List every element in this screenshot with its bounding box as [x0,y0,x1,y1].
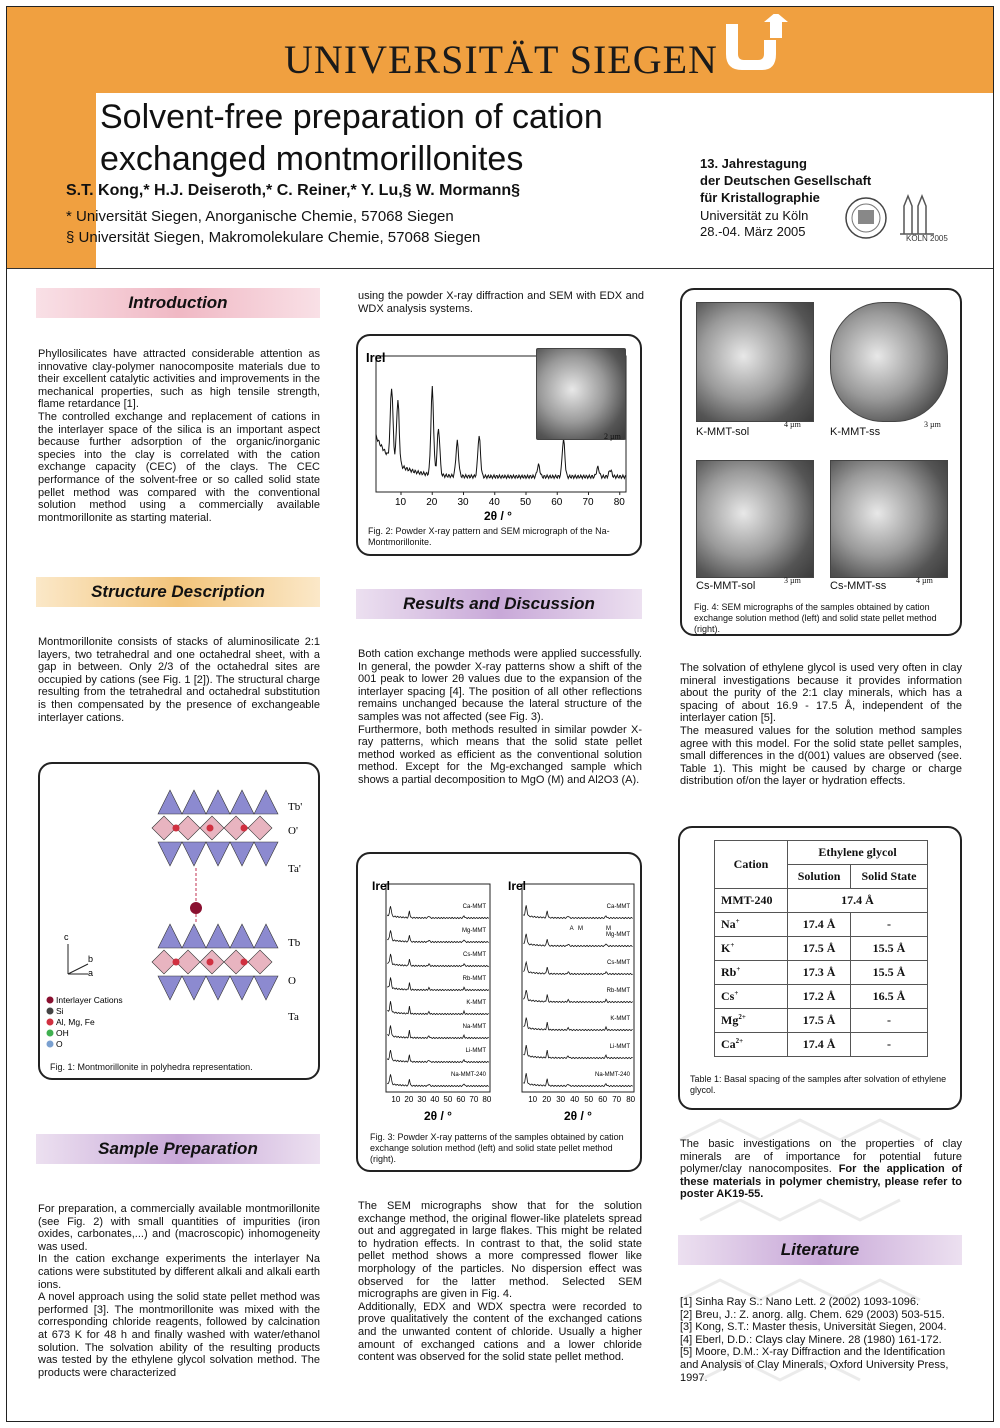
cell-solid-state: - [851,913,928,937]
pattern-label: Mg-MMT [606,932,630,938]
cell-cation: Na+ [715,913,788,937]
tetrahedron [206,924,230,948]
cell-cation: $Mg^{2+}$ [715,1009,788,1033]
table-row [715,961,928,985]
cell-cation: Cs+ [715,985,788,1009]
tetrahedron [182,842,206,866]
mmt-label: MMT-240 [715,889,788,913]
x-tick-label: 60 [456,1095,466,1104]
header-solution: Solution [788,865,851,889]
pattern-label: Na-MMT-240 [594,1072,630,1078]
figure-3-caption: Fig. 3: Powder X-ray patterns of the samples obtained by cation exchange solution method (left) and solid state pellet method (right). [370,1132,624,1164]
table-row [715,913,928,937]
results-heading: Results and Discussion [356,589,642,619]
x-tick-label: 80 [626,1095,636,1104]
x-tick-label: 30 [556,1095,566,1104]
sem-micrograph-na-mmt [536,348,626,440]
legend-entry: O [56,1039,63,1049]
tetrahedron [158,976,182,1000]
x-tick-label: 30 [457,497,469,508]
tetrahedron [158,924,182,948]
y-axis-label: Irel [366,350,386,365]
figure-3-box [356,852,642,1172]
header-divider [7,268,993,269]
legend-marker [47,1008,54,1015]
pattern-label: Mg-MMT [462,928,486,934]
sem-k-mmt-sol [696,302,814,422]
seal-text: KÖLN 2005 [906,234,948,242]
x-tick-label: 40 [430,1095,440,1104]
pattern-label: Rb-MMT [606,988,630,994]
tetrahedron [254,842,278,866]
phase-marker: M [606,926,611,932]
tetrahedron [230,842,254,866]
mmt-value: 17.4 Å [788,889,928,913]
legend-marker [47,1030,54,1037]
authors: S.T. Kong,* H.J. Deiseroth,* C. Reiner,* Y. Lu,§ W. Mormann§ [66,182,521,199]
cell-solution: 17.5 Å [788,937,851,961]
poster-title: Solvent-free preparation of cation exchanged montmorillonites [100,98,603,178]
figure-2-box [356,334,642,556]
cologne-seal-icon [844,194,954,242]
introduction-heading: Introduction [36,288,320,318]
sem-cs-mmt-sol [696,460,814,578]
x-tick-label: 60 [551,497,563,508]
label-k-mmt-ss: K-MMT-ss [830,426,881,438]
x-axis-label: 2θ / ° [564,1109,592,1123]
cell-solution: 17.4 Å [788,913,851,937]
table-row [715,937,928,961]
reference-1: [1] Sinha Ray S.: Nano Lett. 2 (2002) 1093-1096. [680,1296,920,1308]
cell-cation: Rb+ [715,961,788,985]
al-atom [241,959,248,966]
tetrahedron [182,790,206,814]
x-tick-label: 10 [528,1095,538,1104]
university-logo-icon [720,14,800,74]
figure-4-caption: Fig. 4: SEM micrographs of the samples obtained by cation exchange solution method (left) and solid state pellet method (right). [694,602,937,634]
basal-spacing-table [714,840,928,1057]
pattern-label: K-MMT [610,1016,630,1022]
tetrahedron [158,842,182,866]
x-tick-label: 50 [584,1095,594,1104]
tetrahedron [230,924,254,948]
pattern-label: Li-MMT [465,1048,486,1054]
pattern-label: Cs-MMT [463,952,486,958]
sem-k-mmt-ss [830,302,948,422]
legend-marker [47,1041,54,1048]
affiliation-1: * Universität Siegen, Anorganische Chemie, 57068 Siegen [66,208,454,225]
legend-entry: Al, Mg, Fe [56,1017,95,1027]
cell-solution: 17.4 Å [788,1033,851,1057]
figure-4-box [680,288,962,636]
reference-3: [3] Kong, S.T.: Master thesis, Universität Siegen, 2004. [680,1321,947,1334]
layer-label: Tb' [288,801,303,813]
pattern-label: Ca-MMT [462,904,486,910]
x-tick-label: 40 [570,1095,580,1104]
interlayer-cation [190,902,202,914]
cell-solution: 17.3 Å [788,961,851,985]
scale-k-mmt-ss: 3 µm [924,420,941,429]
legend-entry: Interlayer Cations [56,995,123,1005]
x-axis-label: 2θ / ° [424,1109,452,1123]
x-tick-label: 50 [520,497,532,508]
poster-reference: For the application of these materials in polymer chemistry, please refer to poster AK19-55. [680,1163,962,1201]
basic-investigations-text: The basic investigations on the properties of clay minerals are of importance for potential future polymer/clay nanocomposites. For the application of these materials in polymer chemistry, please refer to poster AK19-55. [680,1138,962,1201]
tetrahedron [206,842,230,866]
figure-3-xrd-chart [358,854,640,1170]
tetrahedron [182,924,206,948]
axis-label: b [88,954,94,964]
header-cation: Cation [715,841,788,889]
reference-5: [5] Moore, D.M.: X-ray Diffraction and the Identification and Analysis of Clay Minerals, Oxford University Press, 1997. [680,1346,949,1384]
sample-text: For preparation, a commercially available montmorillonite (see Fig. 2) with small quantities of impurities (iron oxides, carbonates,...) and (macroscopic) inhomogeneity was used. In the cation exchange experiments the interlayer Na cations were substituted by different alkali and alkali earth ions. A novel approach using the solid state pellet method was performed [3]. The montmorillonite was mixed with the corresponding chloride reagents, followed by calcination at 673 K for 48 h and finally washed with water/ethanol solution. The solvation ability of the resulting products was tested by the ethylene glycol solvation method. The products were characterized [38,1203,320,1379]
label-cs-mmt-ss: Cs-MMT-ss [830,580,887,592]
x-tick-label: 10 [395,497,407,508]
x-tick-label: 20 [404,1095,414,1104]
x-tick-label: 80 [613,497,625,508]
layer-label: Ta' [288,863,301,875]
x-tick-label: 20 [426,497,438,508]
ethylene-glycol-text: The solvation of ethylene glycol is used very often in clay mineral investigations because it provides information about the purity of the 2:1 clay minerals, which has a spacing of about 16.9 - 17.5 Å, independent of the interlayer cation [5]. The measured values for the solution method samples agree with this model. For the solid state pellet samples, small differences in the d(001) values are observed (see. Table 1). This might be caused by charge or charge distribution of/on the layer or hydration effects. [680,662,962,788]
sem-text: The SEM micrographs show that for the solution exchange method, the original flower-like platelets spread out and aggregated in large flakes. This might be related to hydration effects. In contrast to that, the solid state pellet method shows a more compressed flower like morphology of the particles. No dispersion effect was observed for the latter method. Selected SEM micrographs are given in Fig. 4. Additionally, EDX and WDX spectra were recorded to prove qualitatively the content of the exchanged cations and the unwanted content of chloride. Usually a higher amount of exchanged cations and a lower chloride content was observed for the solid state pellet method. [358,1200,642,1364]
pattern-label: Rb-MMT [462,976,486,982]
x-tick-label: 20 [542,1095,552,1104]
reference-2: [2] Breu, J.: Z. anorg. allg. Chem. 629 (2003) 503-515. [680,1308,945,1321]
tetrahedron [206,976,230,1000]
y-axis-label: Irel [508,879,527,893]
cell-solid-state: 15.5 Å [851,937,928,961]
octahedron [176,950,200,974]
sem-cs-mmt-ss [830,460,948,578]
header-solid-state: Solid State [851,865,928,889]
cell-cation: $Ca^{2+}$ [715,1033,788,1057]
scale-k-mmt-sol: 4 µm [784,420,801,429]
scale-cs-mmt-ss: 4 µm [916,576,933,585]
table-row [715,1033,928,1057]
structure-heading: Structure Description [36,577,320,607]
x-tick-label: 60 [598,1095,608,1104]
layer-label: Tb [288,937,301,949]
legend-entry: OH [56,1028,69,1038]
tetrahedron [230,976,254,1000]
university-name: UNIVERSITÄT SIEGEN [284,37,718,82]
cell-solid-state: 16.5 Å [851,985,928,1009]
octahedron [152,950,176,974]
header-ethylene-glycol: Ethylene glycol [788,841,928,865]
figure-2-caption: Fig. 2: Powder X-ray pattern and SEM micrograph of the Na-Montmorillonite. [368,526,610,547]
octahedron [248,950,272,974]
cell-solid-state: - [851,1033,928,1057]
table-row [715,985,928,1009]
conference-place: Universität zu Köln 28.-04. März 2005 [700,208,809,239]
x-axis-label: 2θ / ° [484,509,512,523]
affiliation-2: § Universität Siegen, Makromolekulare Chemie, 57068 Siegen [66,229,481,246]
legend-entry: Si [56,1006,64,1016]
scale-cs-mmt-sol: 3 µm [784,576,801,585]
x-tick-label: 70 [612,1095,622,1104]
reference-4: [4] Eberl, D.D.: Clays clay Minere. 28 (1980) 161-172. [680,1333,942,1346]
octahedron [152,816,176,840]
al-atom [241,825,248,832]
results-text: Both cation exchange methods were applied successfully. In general, the powder X-ray patterns show a shift of the 001 peak to lower 2θ values due to the expansion of the interlayer spacing [4]. The position of all other reflections remains unchanged because the lateral structure of the samples was not affected (see Fig. 3). Furthermore, both methods resulted in similar powder X-ray patterns, which means that the solid state pellet method worked as efficient as the conventional solution method. Except for the Mg-exchanged sample which shows a partial decomposition to MgO (M) and Al2O3 (A). [358,648,642,786]
octahedron [176,816,200,840]
pattern-label: K-MMT [466,1000,486,1006]
x-tick-label: 30 [417,1095,427,1104]
phase-marker: A [569,926,574,932]
x-tick-label: 70 [469,1095,479,1104]
x-tick-label: 50 [443,1095,453,1104]
legend-marker [47,1019,54,1026]
figure-1-box [38,762,320,1080]
label-k-mmt-sol: K-MMT-sol [696,426,750,438]
x-tick-label: 10 [391,1095,401,1104]
pattern-label: Na-MMT-240 [450,1072,486,1078]
label-cs-mmt-sol: Cs-MMT-sol [696,580,756,592]
cell-cation: K+ [715,937,788,961]
plot-frame [386,884,490,1092]
introduction-text: Phyllosilicates have attracted considerable attention as innovative clay-polymer nanocomposite materials due to their excellent catalytic activities and improvements in the mechanical properties, such as high tensile strength, flame retardance [1]. The controlled exchange and replacement of cations in the interlayer space of the silica is an important aspect because further adsorption of the organic/inorganic species into the clay is correlated with the cation exchange capacity (CEC) of the clays. The CEC performance of the solvent-free or so called solid state pellet method was compared with the conventional solution method using a commercially available montmorillonite as starting material. [38,348,320,524]
layer-label: O [288,975,296,987]
tetrahedron [254,976,278,1000]
cell-solution: 17.2 Å [788,985,851,1009]
octahedron [248,816,272,840]
cell-solid-state: - [851,1009,928,1033]
tetrahedron [254,924,278,948]
structure-text: Montmorillonite consists of stacks of aluminosilicate 2:1 layers, two tetrahedral and one octahedral sheet, with a gap in between. Only 2/3 of the octahedral sites are occupied by cations (see Fig. 1 [2]). The structural charge resulting from the tetrahedral and octahedral substitution is then compensated by the presence of exchangeable interlayer cations. [38,636,320,724]
al-atom [207,825,214,832]
table-1-caption: Table 1: Basal spacing of the samples after solvation of ethylene glycol. [690,1074,947,1095]
sem-scale-label: 2 µm [604,432,621,441]
cell-solid-state: 15.5 Å [851,961,928,985]
al-atom [173,959,180,966]
figure-1-caption: Fig. 1: Montmorillonite in polyhedra representation. [50,1062,253,1072]
sample-heading: Sample Preparation [36,1134,320,1164]
tetrahedron [230,790,254,814]
x-tick-label: 40 [488,497,500,508]
tetrahedron [158,790,182,814]
x-tick-label: 80 [482,1095,492,1104]
table-row [715,1009,928,1033]
pattern-label: Cs-MMT [607,960,630,966]
cell-solution: 17.5 Å [788,1009,851,1033]
table-1-box [678,826,962,1110]
tetrahedron [182,976,206,1000]
tetrahedron [254,790,278,814]
y-axis-label: Irel [372,879,391,893]
conference-name: 13. Jahrestagung der Deutschen Gesellschaft für Kristallographie [700,156,872,205]
legend-marker [47,997,54,1004]
pattern-label: Na-MMT [462,1024,486,1030]
al-atom [207,959,214,966]
literature-heading: Literature [678,1235,962,1265]
axes-icon [68,944,88,974]
pattern-label: Ca-MMT [606,904,630,910]
x-tick-label: 70 [582,497,594,508]
column2-intro-text: using the powder X-ray diffraction and SEM with EDX and WDX analysis systems. [358,290,644,315]
layer-label: Ta [288,1011,299,1023]
al-atom [173,825,180,832]
layer-label: O' [288,825,298,837]
polyhedra-structure-icon [40,764,318,1078]
tetrahedron [206,790,230,814]
axis-label: a [88,968,94,978]
phase-marker: M [578,926,583,932]
pattern-label: Li-MMT [609,1044,630,1050]
literature-list [680,1296,964,1384]
axis-label: c [64,932,69,942]
